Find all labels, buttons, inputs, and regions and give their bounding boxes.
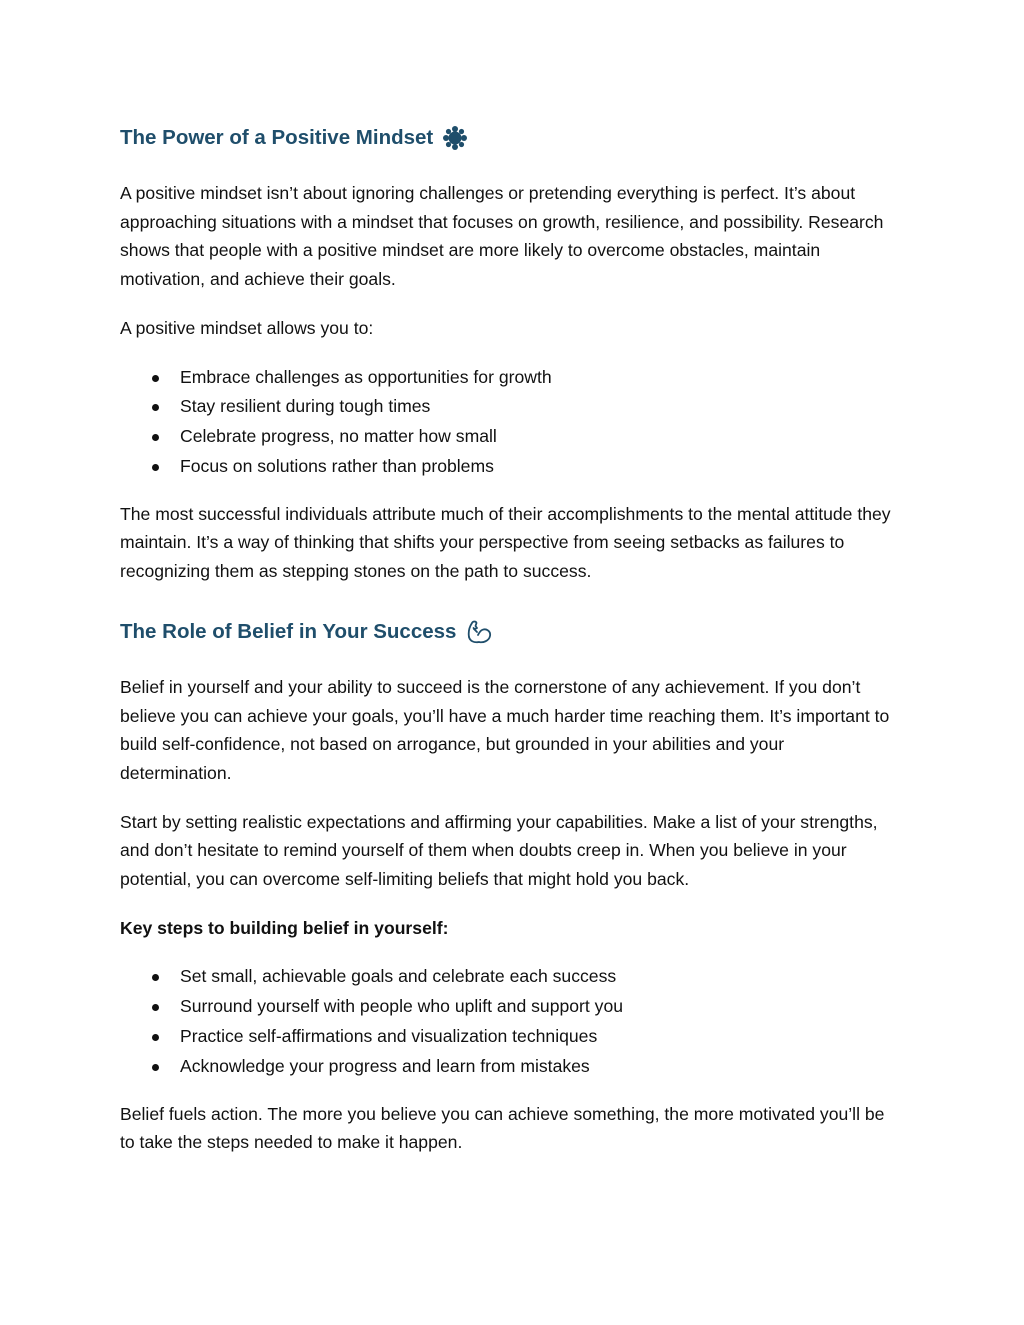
flexed-arm-icon: [465, 619, 493, 645]
list-item: Practice self-affirmations and visualization techniques: [120, 1022, 900, 1052]
document-page: [120, 118, 900, 1157]
list-item: Acknowledge your progress and learn from mistakes: [120, 1052, 900, 1082]
section-heading-belief: [120, 612, 900, 652]
list-item: Stay resilient during tough times: [120, 392, 900, 422]
list-item: Surround yourself with people who uplift and support you: [120, 992, 900, 1022]
belief-paragraph: Belief in yourself and your ability to succeed is the cornerstone of any achievement. If you don’t believe you can achieve your goals, you’ll have a much harder time reaching them. It’s important to build self-confidence, not based on arrogance, but grounded in your abilities and your determination.: [120, 676, 890, 783]
belief-closing-paragraph: Belief fuels action. The more you believe you can achieve something, the more motivated you’ll be to take the steps needed to make it happen.: [120, 1103, 885, 1153]
section-heading-positive-mindset: [120, 118, 900, 158]
sunburst-icon: [442, 125, 468, 151]
closing-paragraph: The most successful individuals attribute much of their accomplishments to the mental attitude they maintain. It’s a way of thinking that shifts your perspective from seeing setbacks as failures to recognizing them as stepping stones on the path to success.: [120, 503, 891, 582]
list-intro-paragraph: A positive mindset allows you to:: [120, 317, 374, 338]
intro-paragraph: A positive mindset isn’t about ignoring challenges or pretending everything is perfect. It’s about approaching situations with a mindset that focuses on growth, resilience, and possibility. Research shows that people with a positive mindset are more likely to overcome obstacles, maintain motivation, and achieve their goals.: [120, 183, 884, 290]
key-steps-subheading: Key steps to building belief in yourself:: [120, 917, 449, 938]
heading-text: The Role of Belief in Your Success: [120, 619, 457, 643]
heading-text: The Power of a Positive Mindset: [120, 126, 434, 149]
list-item: Set small, achievable goals and celebrate each success: [120, 962, 900, 992]
list-item: Focus on solutions rather than problems: [120, 452, 900, 482]
list-item: Celebrate progress, no matter how small: [120, 422, 900, 452]
strengths-paragraph: Start by setting realistic expectations and affirming your capabilities. Make a list of your strengths, and don’t hesitate to remind yourself of them when doubts creep in. When you believe in your potential, you can overcome self-limiting beliefs that might hold you back.: [120, 811, 878, 890]
list-item: Embrace challenges as opportunities for growth: [120, 363, 900, 393]
belief-bullet-list: [120, 962, 900, 1081]
mindset-bullet-list: [120, 363, 900, 482]
